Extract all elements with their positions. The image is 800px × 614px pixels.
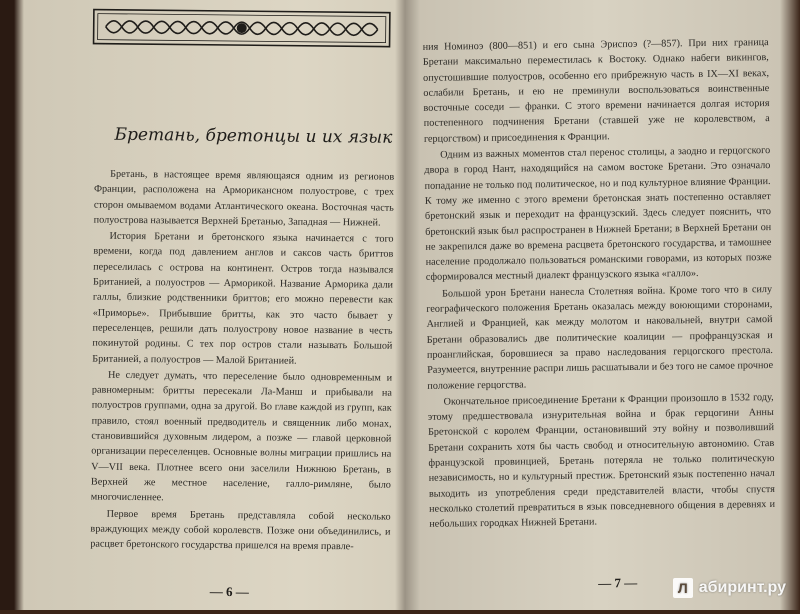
paragraph: Окончательное присоединение Бретани к Франции произошло в 1532 году, этому предшествовала изнурительная война и брак герцогини Анны Бретонской с королем Франции, остановивший эту войну и позволивший Бретани сохранить хотя бы часть свобод и относительную автономию. Став французской провинцией, Бретань потеряла не только политическую независимость, но и культурный престиж. Бретонский язык постепенно начал выходить из употребления среди представителей власти, чтобы спустя несколько столетий превратиться в язык повседневного общения в деревнях и небольших городках Нижней Бретани. (427, 391, 776, 531)
right-page-text (423, 35, 776, 532)
paragraph: Одним из важных моментов стал перенос столицы, а заодно и герцогского двора в город Нант, находящийся на самом востоке Бретани. Это означало попадание не только под политическое, но и под культурное влияние Франции. К тому же именно с этого времени бретонская знать постепенно оставляет бретонский язык и переходит на французский. Здесь следует пояснить, что бретонский язык был распространен в Нижней Бретани; в Верхней Бретани он не закрепился даже во времена расцвета бретонского государства, и тамошнее население продолжало пользоваться романскими говорами, из которых позже сформировался местный диалект французского языка «галло». (424, 145, 772, 284)
paragraph: История Бретани и бретонского языка начинается с того времени, когда под давлением англов и саксов часть бриттов переселилась с острова на континент. Остров тогда назывался Британией, а полуостров — Арморикой. Название Арморика дали галлы, близкие родственники бриттов; его можно перевести как «Приморье». Прибывшие бритты, как это часто бывает у переселенцев, решили дать полуострову новое название в честь покинутой родины. С тех пор остров стали называть Большой Британией, а полуостров — Малой Британией. (92, 230, 394, 367)
page-number-right: — 7 — (598, 574, 638, 591)
right-page (412, 0, 792, 610)
chapter-title: Бретань, бретонцы и их язык (114, 124, 393, 148)
paragraph: ния Номиноэ (800—851) и его сына Эриспоэ (?—857). При них граница Бретани максимально переместилась к Востоку. Однако набеги викингов, опустошившие полуостров, особенно его прибрежную часть в IX—XI веках, ослабили Бретань, и ею не преминули воспользоваться воинственные восточные соседи — франки. С этого времени начинается долгая история постепенного подчинения Бретани (ставшей уже не королевством, а герцогством) и присоединения к Франции. (422, 37, 770, 145)
left-page (34, 0, 396, 614)
labirint-logo-icon: Л (673, 578, 693, 598)
paragraph: Бретань, в настоящее время являющаяся одним из регионов Франции, расположена на Арморикансном полуострове, с трех сторон омываемом водами Атлантического океана. Восточная часть полуострова называется Верхней Бретанью, Западная — Нижней. (93, 168, 395, 229)
left-page-text (90, 167, 394, 556)
ornament-header-icon (92, 7, 392, 50)
paragraph: Большой урон Бретани нанесла Столетняя война. Кроме того что в силу географического положения Бретань оказалась между воюющими сторонами, Англией и Францией, как между молотом и наковальней, внутри самой Бретани образовались две политические коалиции — профранцузская и проанглийская, боровшиеся за право наследования герцогского престола. Разумеется, внутренние распри лишь расшатывали и без того не самое прочное положение герцогства. (426, 283, 774, 392)
watermark (673, 578, 786, 598)
page-number-left: — 6 — (209, 583, 249, 600)
paragraph: Не следует думать, что переселение было одновременным и равномерным: бритты пересекали Ла-Манш и прибывали на полуостров группами, одна за другой. Во главе каждой из групп, как правило, стоял военный предводитель и священник либо монах, становившийся духовным лидером, а позже — главой церковной организации переселенцев. Основные волны миграции пришлись на V—VII века. Плотнее всего они заселили Нижнюю Бретань, в Верхней же местное население, галло-римляне, было многочисленнее. (90, 369, 393, 504)
watermark-text: абиринт.ру (698, 579, 786, 596)
paragraph: Первое время Бретань представляла собой несколько враждующих между собой королевств. Позже они объединились, и расцвет бретонского государства пришелся на время правле- (90, 508, 391, 553)
